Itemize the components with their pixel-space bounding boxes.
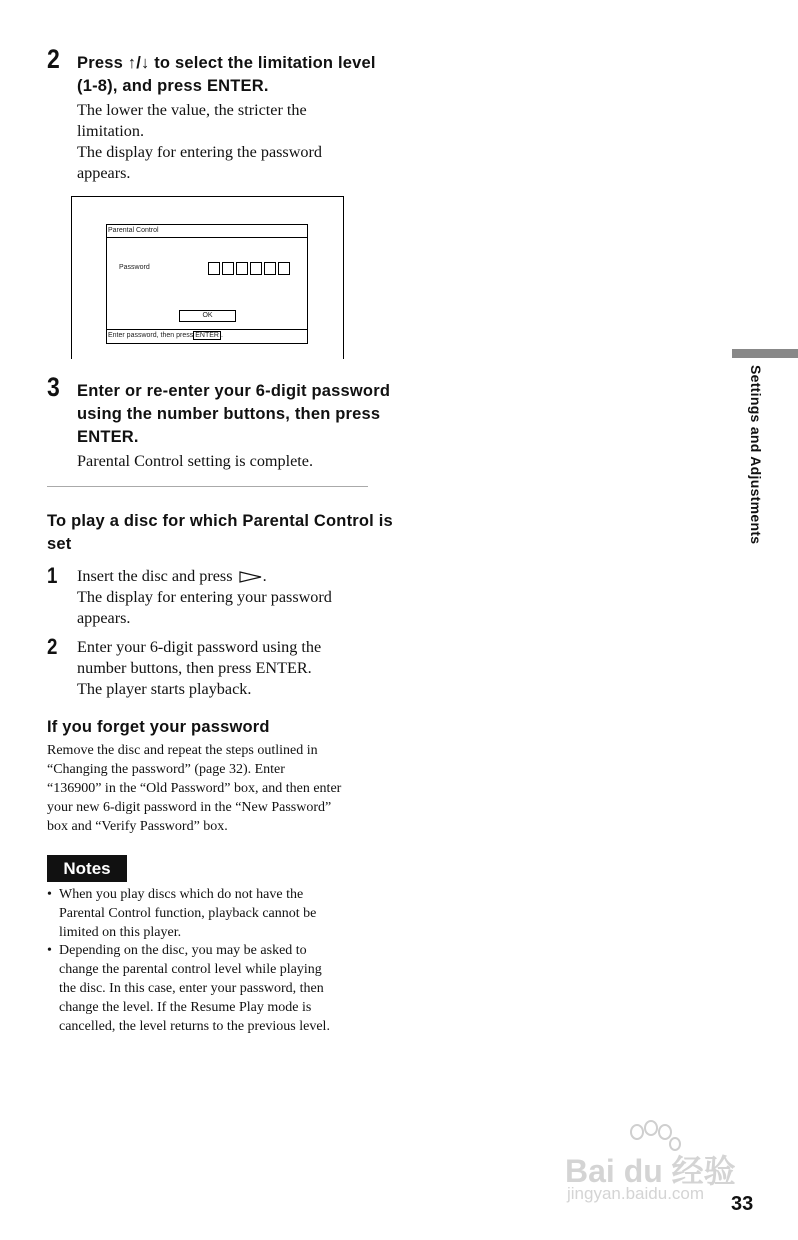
body-line: “Changing the password” (page 32). Enter (47, 762, 285, 777)
note-line: change the parental control level while playing (59, 962, 322, 977)
body-line: The lower the value, the stricter the (77, 101, 307, 119)
password-digit-box[interactable] (222, 262, 234, 275)
body-line: Remove the disc and repeat the steps outlined in (47, 743, 318, 758)
step-body (77, 637, 321, 700)
note-line: Parental Control function, playback cannot be (59, 906, 317, 921)
page-number: 33 (731, 1193, 754, 1215)
footer-end: . (220, 332, 223, 339)
watermark-brand: Bai du 经验 (565, 1153, 736, 1189)
body-line: number buttons, then press ENTER. (77, 659, 312, 677)
side-tab-bar (732, 349, 798, 358)
parental-control-dialog (106, 224, 308, 344)
bullet-icon: • (47, 943, 52, 958)
section-heading-line: To play a disc for which Parental Control is (47, 512, 393, 530)
body-text: . (262, 567, 267, 585)
footer-text: Enter password, then press (108, 332, 194, 339)
step-number: 2 (47, 634, 58, 659)
step-body (77, 566, 332, 629)
note-line: When you play discs which do not have the (59, 887, 304, 902)
section-heading (47, 510, 393, 556)
note-line: cancelled, the level returns to the previous level. (59, 1019, 330, 1034)
side-tab-label: Settings and Adjustments (748, 365, 764, 545)
dialog-footer (108, 332, 223, 339)
notes-badge: Notes (47, 855, 127, 882)
section-heading: If you forget your password (47, 718, 270, 736)
ok-button[interactable]: OK (179, 310, 236, 322)
step-body (77, 451, 313, 472)
body-line: The player starts playback. (77, 680, 252, 698)
step-body (77, 100, 322, 184)
note-line: limited on this player. (59, 925, 182, 940)
note-line: the disc. In this case, enter your password, then (59, 981, 324, 996)
step-heading-line: Press ↑/↓ to select the limitation level (77, 54, 376, 72)
step-heading-line: Enter or re-enter your 6-digit password (77, 382, 391, 400)
password-digit-box[interactable] (236, 262, 248, 275)
step-number: 1 (47, 563, 58, 588)
dialog-title: Parental Control (108, 227, 159, 234)
step-number: 3 (47, 372, 60, 402)
section-divider (47, 486, 368, 487)
note-text (59, 885, 316, 942)
password-digit-box[interactable] (278, 262, 290, 275)
step-heading (77, 52, 376, 98)
body-line (77, 566, 332, 587)
body-line: “136900” in the “Old Password” box, and then enter (47, 781, 342, 796)
step-number: 2 (47, 44, 60, 74)
enter-key-label: ENTER (195, 332, 219, 339)
body-line: appears. (77, 609, 131, 627)
step-heading-line: using the number buttons, then press (77, 405, 381, 423)
body-line: limitation. (77, 122, 144, 140)
step-heading (77, 380, 390, 449)
note-line: Depending on the disc, you may be asked to (59, 943, 307, 958)
body-line: Parental Control setting is complete. (77, 452, 314, 470)
body-line: The display for entering the password (77, 143, 322, 161)
watermark-url: jingyan.baidu.com (567, 1184, 705, 1203)
body-text: Insert the disc and press (77, 567, 233, 585)
body-line: The display for entering your password (77, 588, 332, 606)
body-line: Enter your 6-digit password using the (77, 638, 322, 656)
body-line: your new 6-digit password in the “New Password” (47, 800, 332, 815)
body-line: box and “Verify Password” box. (47, 819, 228, 834)
forget-body (47, 741, 341, 836)
baidu-watermark (565, 1120, 745, 1210)
note-text (59, 941, 330, 1036)
password-label: Password (119, 264, 150, 271)
body-line: appears. (77, 164, 131, 182)
bullet-icon: • (47, 887, 52, 902)
play-icon (239, 571, 263, 583)
note-line: change the level. If the Resume Play mode is (59, 1000, 312, 1015)
step-heading-line: (1-8), and press ENTER. (77, 77, 269, 95)
password-digit-box[interactable] (264, 262, 276, 275)
password-digit-box[interactable] (208, 262, 220, 275)
section-heading-line: set (47, 535, 72, 553)
dialog-divider (107, 237, 307, 238)
step-heading-line: ENTER. (77, 428, 139, 446)
dialog-divider (107, 329, 307, 330)
password-digit-box[interactable] (250, 262, 262, 275)
